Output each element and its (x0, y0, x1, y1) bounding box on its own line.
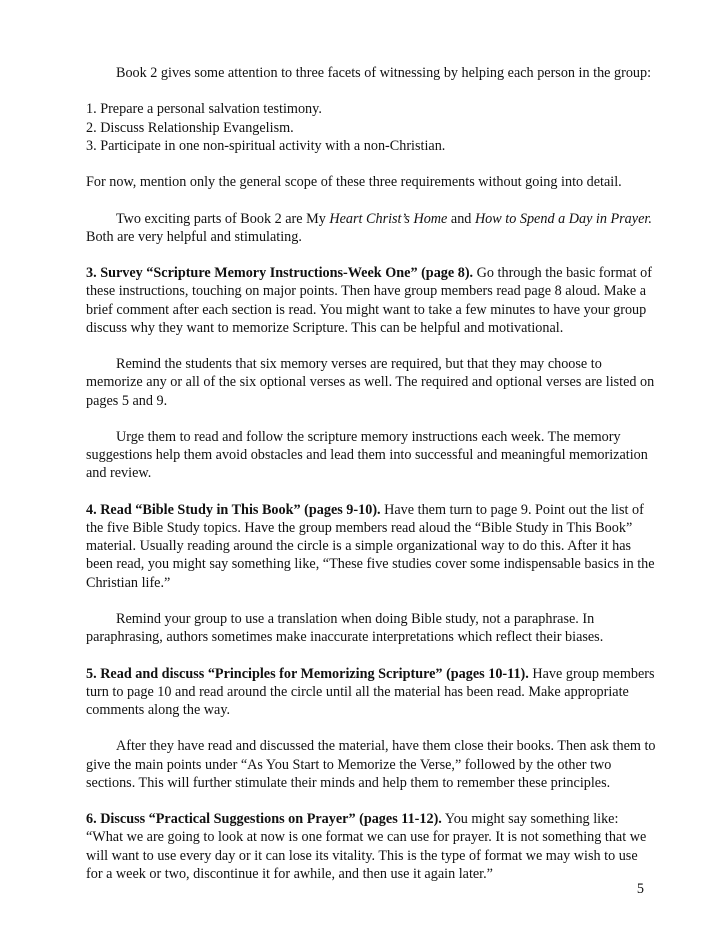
body-text (86, 64, 656, 901)
list-item: 1. Prepare a personal salvation testimony. (86, 101, 322, 118)
intro-paragraph: Book 2 gives some attention to three facets of witnessing by helping each person in the group: (116, 65, 652, 81)
book-parts-tail: Both are very helpful and stimulating. (86, 228, 302, 245)
section-5-heading: 5. Read and discuss “Principles for Memorizing Scripture” (pages 10-11). (86, 665, 529, 682)
section-3-paragraph-2: Remind the students that six memory verses are required, but that they may choose to memorize any or all of the six optional verses as well. The required and optional verses are listed on pages 5 and 9. (86, 356, 655, 409)
section-6-body: You might say something like: “What we are going to look at now is one format we can use for prayer. It is not something that we will want to use every day or it can lose its vitality. This is the type of format we may wish to use for a week or two, discontinue it for awhile, and then use it again later.” (86, 811, 647, 882)
section-5-paragraph-2: After they have read and discussed the material, have them close their books. Then ask them to give the main points under “As You Start to Memorize the Verse,” followed by the other two sections. This will further stimulate their minds and help them to remember these principles. (86, 738, 656, 791)
section-4-heading: 4. Read “Bible Study in This Book” (pages 9-10). (86, 501, 381, 518)
section-5-body: Have group members turn to page 10 and read around the circle until all the material has been read. Make appropriate comments along the way. (86, 665, 655, 718)
requirements-list (86, 100, 656, 155)
list-item: 2. Discuss Relationship Evangelism. (86, 119, 294, 136)
section-5 (86, 665, 656, 720)
section-6 (86, 810, 656, 883)
book-title-heart: Heart Christ’s Home (329, 210, 448, 227)
section-3-heading: 3. Survey “Scripture Memory Instructions-Week One” (page 8). (86, 265, 474, 282)
section-3 (86, 264, 656, 337)
book-title-prayer: How to Spend a Day in Prayer. (474, 210, 652, 227)
section-4-paragraph-2: Remind your group to use a translation when doing Bible study, not a paraphrase. In paraphrasing, authors sometimes make inaccurate interpretations which reflect their biases. (86, 610, 604, 646)
page-number: 5 (636, 881, 644, 897)
section-4 (86, 501, 656, 592)
book-parts-paragraph (86, 210, 656, 246)
book-parts-mid: and (447, 210, 475, 227)
section-3-paragraph-3: Urge them to read and follow the scripture memory instructions each week. The memory suggestions help them avoid obstacles and lead them into successful and meaningful memorization and review. (86, 428, 648, 482)
scope-note: For now, mention only the general scope of these three requirements without going into detail. (86, 174, 622, 191)
section-3-body: Go through the basic format of these instructions, touching on major points. Then have group members read page 8 aloud. Make a brief comment after each section is read. You might want to take a few minutes to have your group discuss why they want to memorize Scripture. This can be helpful and motivational. (86, 265, 652, 336)
list-item: 3. Participate in one non-spiritual activity with a non-Christian. (86, 137, 446, 154)
section-4-body: Have them turn to page 9. Point out the list of the five Bible Study topics. Have the group members read aloud the “Bible Study in This Book” material. Usually reading around the circle is a simple organizational way to do this. After it has been read, you might say something like, “These five studies cover some indispensable basics in the Christian life.” (86, 501, 655, 591)
section-6-heading: 6. Discuss “Practical Suggestions on Prayer” (pages 11-12). (86, 811, 442, 828)
book-parts-lead: Two exciting parts of Book 2 are My (116, 210, 330, 227)
